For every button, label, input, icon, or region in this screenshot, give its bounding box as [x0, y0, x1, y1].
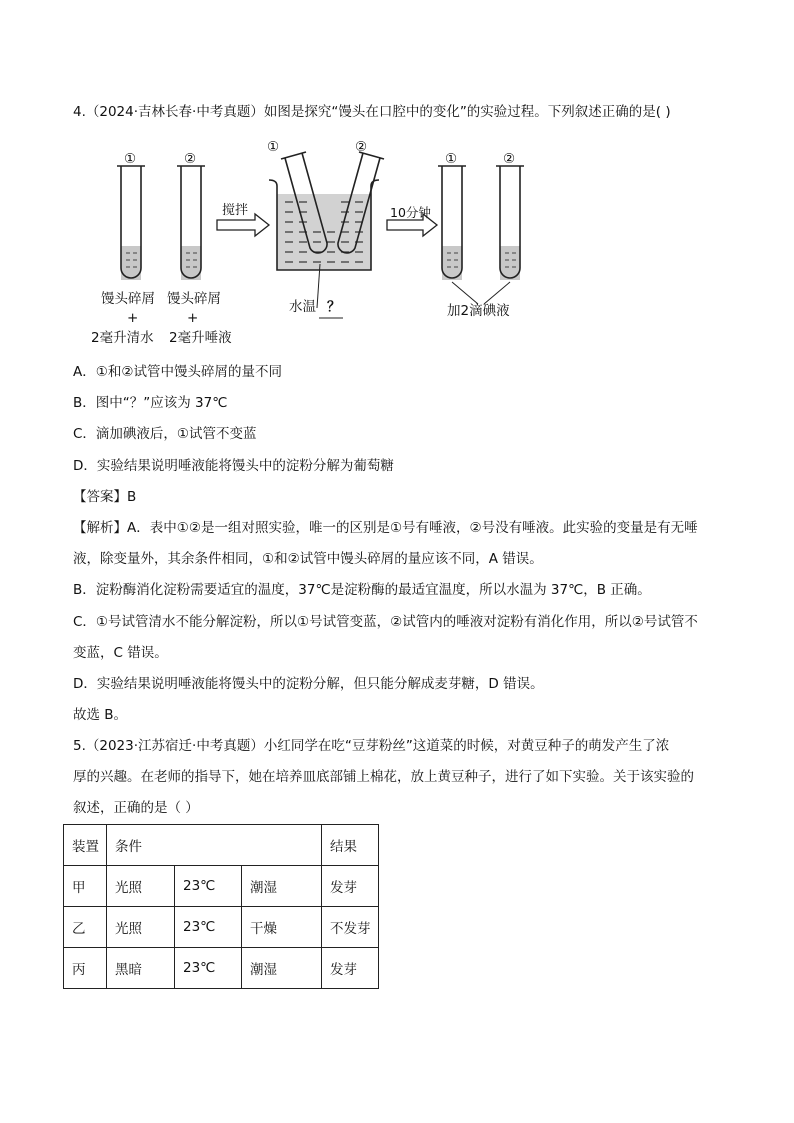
header-device: 装置	[64, 825, 107, 866]
analysis-line-5: 变蓝，C 错误。	[73, 645, 168, 661]
water-temp-label: 水温	[289, 299, 316, 315]
analysis-line-7: 故选 B。	[73, 707, 128, 723]
tube-2-number: ②	[184, 151, 197, 167]
table-cell: 黑暗	[107, 948, 175, 989]
tube-1-content-label: 馒头碎屑	[101, 291, 155, 307]
ten-minutes-label: 10分钟	[390, 205, 431, 220]
beaker-tube-1-number: ①	[267, 139, 280, 155]
table-row	[64, 907, 379, 948]
option-a: A．①和②试管中馒头碎屑的量不同	[73, 364, 282, 380]
analysis-line-1: 【解析】A．表中①②是一组对照实验，唯一的区别是①号有唾液，②号没有唾液。此实验的变量是有无唾	[73, 520, 698, 536]
left-tube-2	[177, 166, 205, 280]
tube-1-number: ①	[124, 151, 137, 167]
table-cell: 23℃	[175, 948, 242, 989]
question-4-stem: 4.（2024·吉林长春·中考真题）如图是探究“馒头在口腔中的变化”的实验过程。下列叙述正确的是( )	[73, 104, 671, 120]
table-cell: 23℃	[175, 866, 242, 907]
stir-label: 搅拌	[222, 203, 249, 218]
experiment-figure	[91, 136, 555, 356]
question-5-stem-line-3: 叙述，正确的是（ ）	[73, 800, 199, 816]
iodine-label: 加2滴碘液	[447, 303, 510, 319]
water-temp-blank: ？	[327, 299, 341, 315]
left-tube-1	[117, 166, 145, 280]
table-cell: 发芽	[322, 948, 379, 989]
tube-2-content-label: 馒头碎屑	[167, 291, 221, 307]
analysis-line-2: 液，除变量外，其余条件相同，①和②试管中馒头碎屑的量应该不同，A 错误。	[73, 551, 543, 567]
right-tube-2	[496, 166, 524, 280]
analysis-line-3: B．淀粉酶消化淀粉需要适宜的温度，37℃是淀粉酶的最适宜温度，所以水温为 37℃，B 正确。	[73, 582, 651, 598]
right-tube-1	[438, 166, 466, 280]
table-header-row	[64, 825, 379, 866]
header-result: 结果	[322, 825, 379, 866]
answer: 【答案】B	[73, 489, 137, 505]
option-d: D．实验结果说明唾液能将馒头中的淀粉分解为葡萄糖	[73, 458, 394, 474]
table-cell: 甲	[64, 866, 107, 907]
table-cell: 不发芽	[322, 907, 379, 948]
table-cell: 潮湿	[242, 948, 322, 989]
table-cell: 发芽	[322, 866, 379, 907]
table-cell: 潮湿	[242, 866, 322, 907]
table-cell: 23℃	[175, 907, 242, 948]
table-row	[64, 948, 379, 989]
option-c: C．滴加碘液后，①试管不变蓝	[73, 426, 257, 442]
table-cell: 干燥	[242, 907, 322, 948]
right-tube-1-number: ①	[445, 151, 458, 167]
right-tube-2-number: ②	[503, 151, 516, 167]
table-cell: 乙	[64, 907, 107, 948]
plus-sign-2: +	[187, 310, 199, 326]
header-conditions: 条件	[107, 825, 322, 866]
table-cell: 丙	[64, 948, 107, 989]
analysis-line-4: C．①号试管清水不能分解淀粉，所以①号试管变蓝，②试管内的唾液对淀粉有消化作用，所以②号试管不	[73, 614, 698, 630]
experiment-diagram	[95, 136, 555, 356]
table-cell: 光照	[107, 866, 175, 907]
beaker-tube-2-number: ②	[355, 139, 368, 155]
tube-1-liquid-label: 2毫升清水	[91, 330, 154, 346]
table-row	[64, 866, 379, 907]
plus-sign-1: +	[127, 310, 139, 326]
question-5-stem-line-2: 厚的兴趣。在老师的指导下，她在培养皿底部铺上棉花，放上黄豆种子，进行了如下实验。关于该实验的	[73, 769, 694, 785]
tube-2-liquid-label: 2毫升唾液	[169, 330, 232, 346]
experiment-table	[63, 824, 379, 989]
beaker	[269, 152, 384, 318]
question-5-stem-line-1: 5.（2023·江苏宿迁·中考真题）小红同学在吃“豆芽粉丝”这道菜的时候，对黄豆种子的萌发产生了浓	[73, 738, 670, 754]
option-b: B．图中“？”应该为 37℃	[73, 395, 228, 411]
table-cell: 光照	[107, 907, 175, 948]
analysis-line-6: D．实验结果说明唾液能将馒头中的淀粉分解，但只能分解成麦芽糖，D 错误。	[73, 676, 544, 692]
